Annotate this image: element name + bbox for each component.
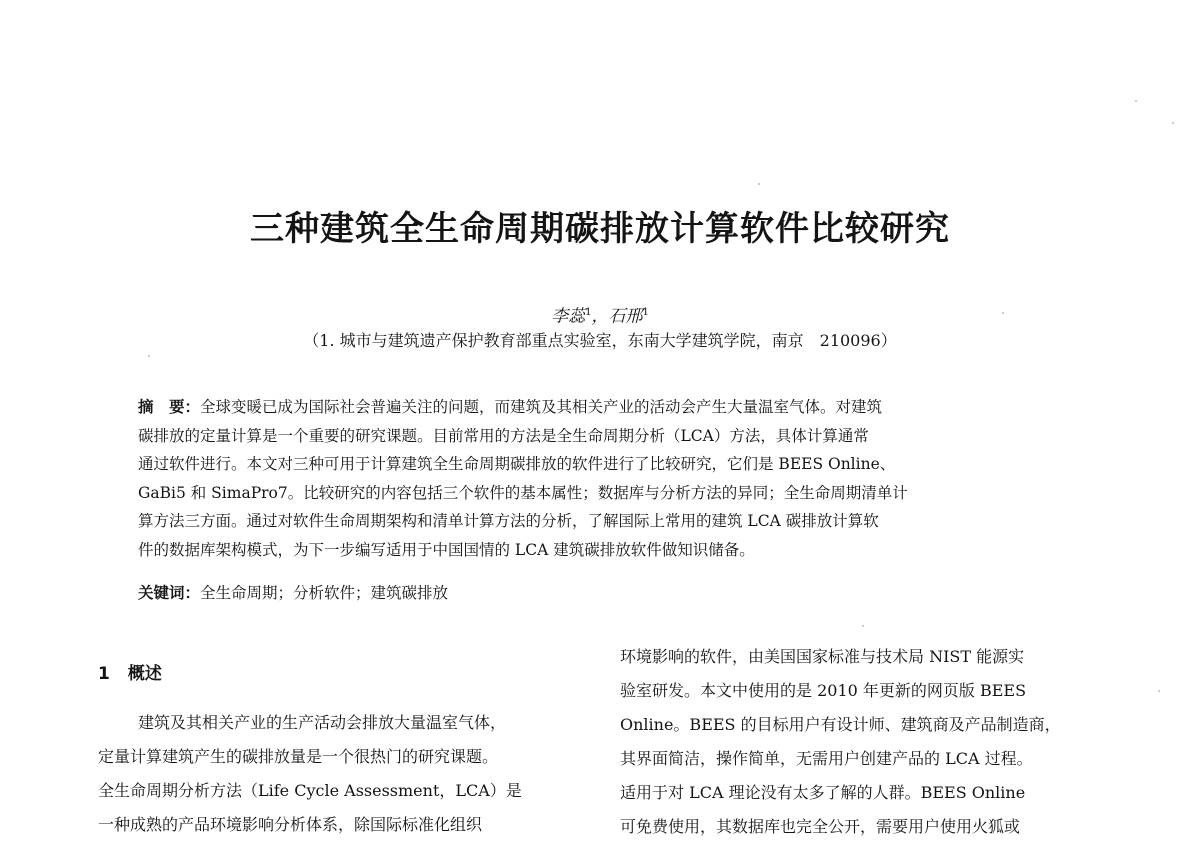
abstract-line: 件的数据库架构模式，为下一步编写适用于中国国情的 LCA 建筑碳排放软件做知识储备。 bbox=[138, 540, 755, 559]
body-line: 可免费使用，其数据库也完全公开，需要用户使用火狐或 bbox=[620, 817, 1021, 836]
keywords-label: 关键词： bbox=[138, 584, 201, 602]
left-column bbox=[98, 660, 588, 842]
section-heading bbox=[98, 660, 588, 688]
body-line: 验室研发。本文中使用的是 2010 年更新的网页版 BEES bbox=[620, 681, 1027, 700]
keywords-text: 全生命周期；分析软件；建筑碳排放 bbox=[200, 584, 449, 602]
body-line: 其界面简洁，操作简单，无需用户创建产品的 LCA 过程。 bbox=[620, 749, 1033, 768]
keywords bbox=[138, 579, 1068, 607]
author-name: 石邢 bbox=[608, 306, 643, 327]
abstract-text: 全球变暖已成为国际社会普遍关注的问题，而建筑及其相关产业的活动会产生大量温室气体。对建筑 bbox=[200, 398, 883, 416]
right-column bbox=[620, 640, 1110, 844]
author-separator: ， bbox=[591, 306, 609, 327]
body-line: 建筑及其相关产业的生产活动会排放大量温室气体， bbox=[138, 713, 507, 732]
abstract-line: GaBi5 和 SimaPro7。比较研究的内容包括三个软件的基本属性；数据库与分析方法的异同；全生命周期清单计 bbox=[138, 483, 908, 502]
abstract-line: 碳排放的定量计算是一个重要的研究课题。目前常用的方法是全生命周期分析（LCA）方法，具体计算通常 bbox=[138, 426, 869, 445]
scan-speck bbox=[1002, 312, 1004, 314]
body-line: 全生命周期分析方法（Life Cycle Assessment，LCA）是 bbox=[98, 781, 522, 800]
scan-speck bbox=[148, 355, 150, 357]
body-line: 一种成熟的产品环境影响分析体系，除国际标准化组织 bbox=[98, 815, 483, 834]
author-line bbox=[0, 302, 1200, 328]
author-name: 李蕊 bbox=[551, 306, 586, 327]
paper-title: 三种建筑全生命周期碳排放计算软件比较研究 bbox=[250, 209, 950, 249]
affiliation: （1. 城市与建筑遗产保护教育部重点实验室，东南大学建筑学院，南京 210096） bbox=[303, 331, 897, 350]
abstract-line: 算方法三方面。通过对软件生命周期架构和清单计算方法的分析，了解国际上常用的建筑 LCA 碳排放计算软 bbox=[138, 512, 879, 531]
abstract-line bbox=[138, 393, 1068, 422]
scan-speck bbox=[758, 183, 760, 185]
abstract-line: 通过软件进行。本文对三种可用于计算建筑全生命周期碳排放的软件进行了比较研究，它们是 BEES Online、 bbox=[138, 455, 896, 474]
scan-speck bbox=[1135, 100, 1137, 102]
scan-speck bbox=[1158, 690, 1160, 692]
body-line: Online。BEES 的目标用户有设计师、建筑商及产品制造商， bbox=[620, 715, 1061, 734]
abstract bbox=[138, 393, 1068, 565]
affiliation-marker: 1 bbox=[585, 307, 592, 318]
scan-speck bbox=[1172, 122, 1174, 124]
section-title: 概述 bbox=[127, 664, 162, 684]
section-number: 1 bbox=[98, 664, 110, 684]
body-line: 环境影响的软件，由美国国家标准与技术局 NIST 能源实 bbox=[620, 647, 1025, 666]
affiliation-marker: 1 bbox=[642, 307, 649, 318]
body-line: 定量计算建筑产生的碳排放量是一个很热门的研究课题。 bbox=[98, 747, 499, 766]
body-line: 适用于对 LCA 理论没有太多了解的人群。BEES Online bbox=[620, 783, 1026, 802]
abstract-label: 摘 要： bbox=[138, 398, 201, 416]
scan-speck bbox=[862, 625, 864, 627]
